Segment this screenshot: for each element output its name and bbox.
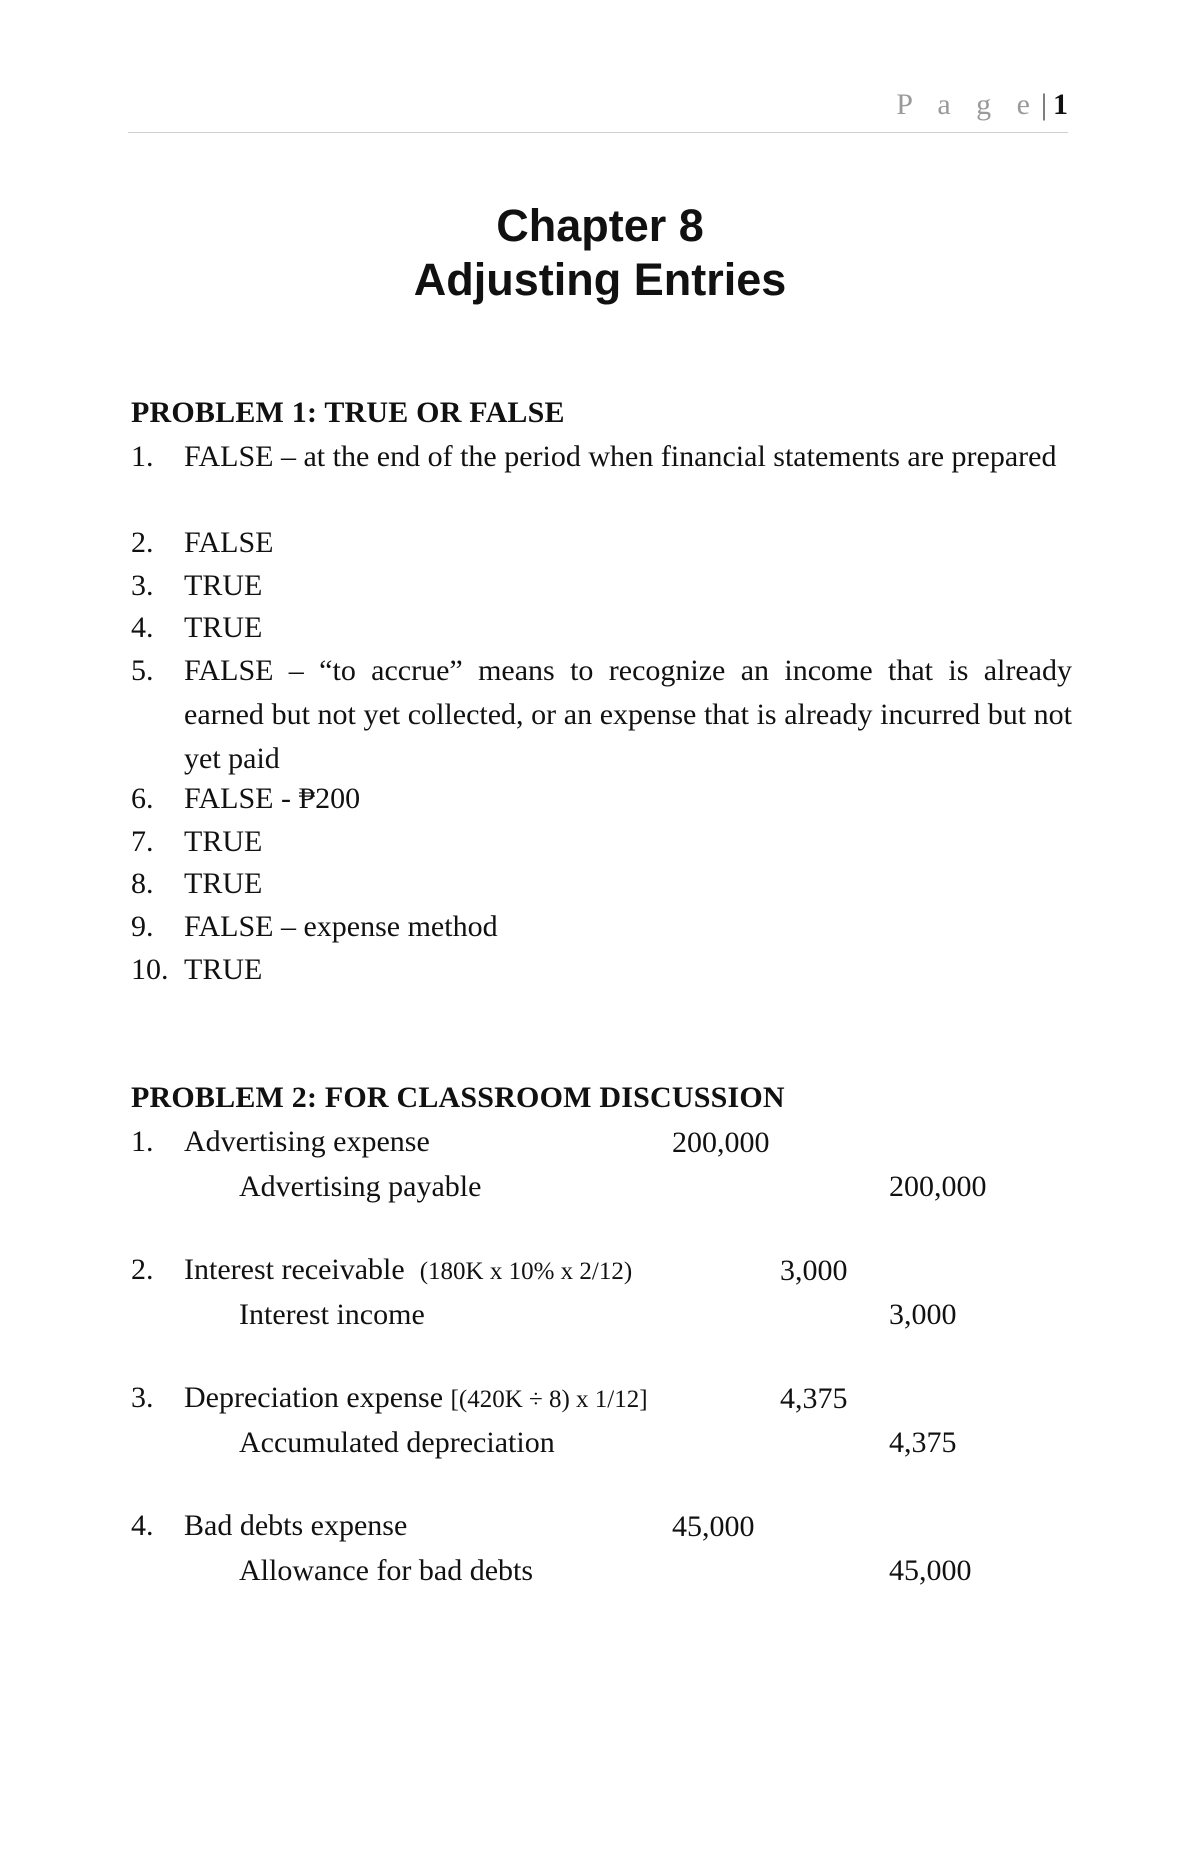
item-number: 8. (131, 867, 154, 900)
debit-amount: 200,000 (672, 1126, 770, 1159)
debit-account: Interest receivable (184, 1253, 405, 1286)
item-number: 7. (131, 825, 154, 858)
page-label: P a g e (896, 88, 1039, 121)
credit-amount: 3,000 (889, 1298, 957, 1331)
item-number: 3. (131, 569, 154, 602)
computation-note: [(420K ÷ 8) x 1/12] (450, 1386, 648, 1413)
debit-account: Depreciation expense (184, 1381, 444, 1414)
item-number: 10. (131, 953, 169, 986)
page-number: 1 (1053, 88, 1068, 121)
debit-amount: 3,000 (780, 1254, 848, 1287)
item-number: 1. (131, 440, 154, 473)
problem2-heading: PROBLEM 2: FOR CLASSROOM DISCUSSION (131, 1081, 785, 1114)
debit-account: Bad debts expense (184, 1509, 408, 1542)
credit-amount: 200,000 (889, 1170, 987, 1203)
debit-account: Advertising expense (184, 1125, 430, 1158)
problem1-heading: PROBLEM 1: TRUE OR FALSE (131, 396, 565, 429)
item-text: TRUE (184, 611, 263, 644)
item-number: 5. (131, 654, 154, 687)
credit-amount: 45,000 (889, 1554, 972, 1587)
item-text: FALSE – at the end of the period when financial statements are prepared (184, 440, 1057, 473)
item-number: 9. (131, 910, 154, 943)
credit-account: Accumulated depreciation (239, 1426, 555, 1459)
item-text: FALSE (184, 526, 274, 559)
entry-number: 2. (131, 1253, 154, 1286)
item-text: TRUE (184, 569, 263, 602)
entry-number: 1. (131, 1125, 154, 1158)
item-number: 6. (131, 782, 154, 815)
item-text: FALSE – “to accrue” means to recognize an income that is already earned but not yet collected, or an expense that is already incurred but not yet paid (184, 654, 1072, 775)
entry-number: 3. (131, 1381, 154, 1414)
item-text: TRUE (184, 867, 263, 900)
computation-note: (180K x 10% x 2/12) (419, 1258, 633, 1285)
item-text: FALSE - ₱200 (184, 782, 361, 815)
item-text: TRUE (184, 953, 263, 986)
entry-number: 4. (131, 1509, 154, 1542)
page-header (128, 88, 1068, 133)
item-number: 2. (131, 526, 154, 559)
item-number: 4. (131, 611, 154, 644)
credit-amount: 4,375 (889, 1426, 957, 1459)
debit-amount: 4,375 (780, 1382, 848, 1415)
chapter-subtitle: Adjusting Entries (413, 254, 787, 305)
item-text: TRUE (184, 825, 263, 858)
debit-amount: 45,000 (672, 1510, 755, 1543)
page-separator: | (1040, 88, 1047, 121)
item-text: FALSE – expense method (184, 910, 498, 943)
credit-account: Advertising payable (239, 1170, 482, 1203)
chapter-title: Chapter 8 (496, 200, 704, 251)
credit-account: Interest income (239, 1298, 425, 1331)
credit-account: Allowance for bad debts (239, 1554, 534, 1587)
